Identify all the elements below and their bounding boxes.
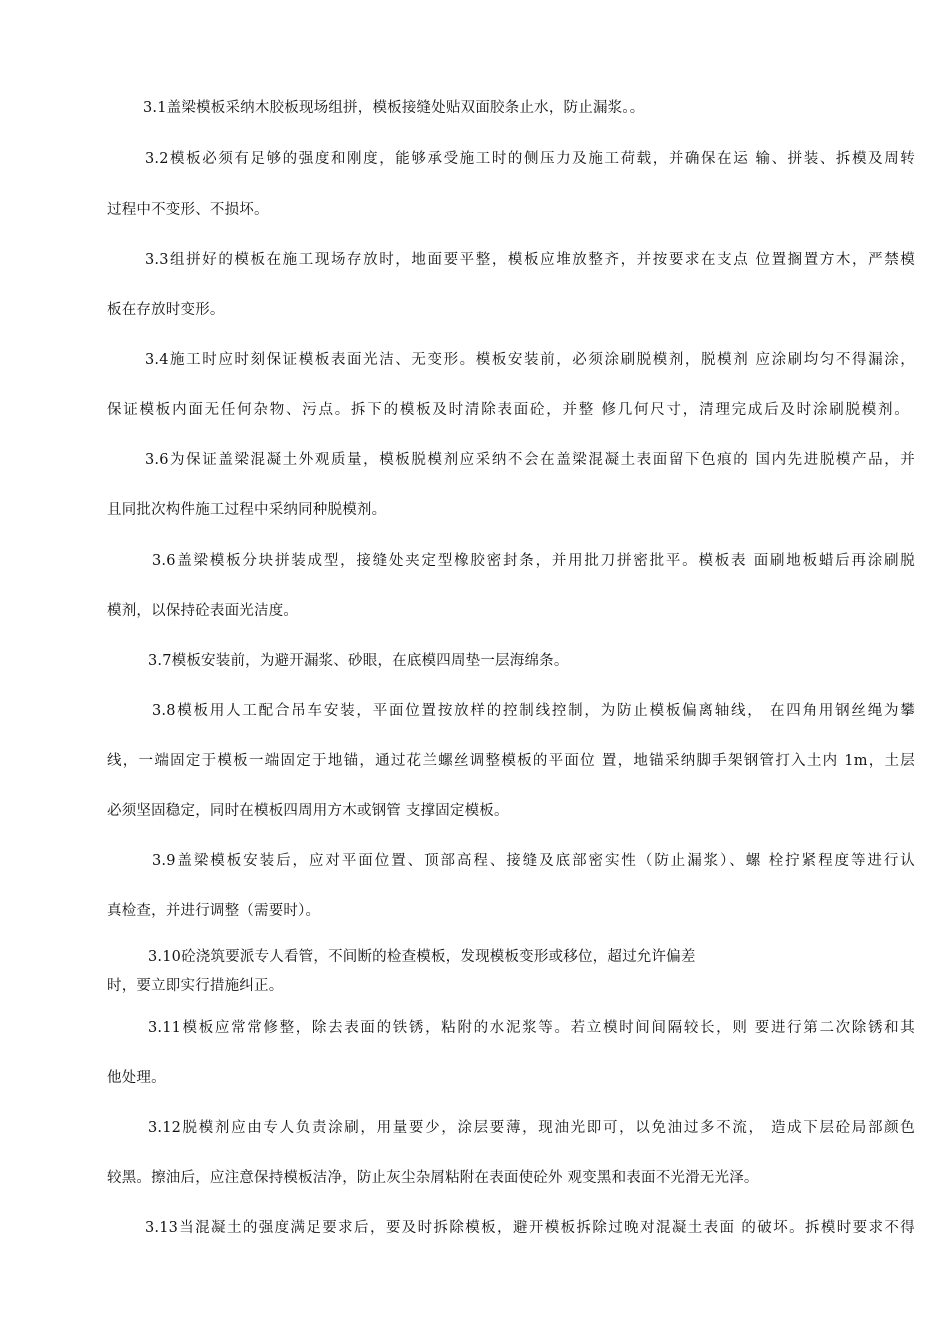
para-3-2-line-2: 过程中不变形、不损坏。 xyxy=(107,202,269,218)
para-3-8-line-2: 线，一端固定于模板一端固定于地锚，通过花兰螺丝调整模板的平面位 置，地锚采纳脚手架钢管打入土内 1m，土层 xyxy=(107,753,915,769)
para-3-10-line-2: 时，要立即实行措施纠正。 xyxy=(107,978,284,994)
para-3-8-line-1: 3.8模板用人工配合吊车安装，平面位置按放样的控制线控制，为防止模板偏离轴线， 在四角用钢丝绳为攀 xyxy=(152,703,915,719)
para-3-11-line-2: 他处理。 xyxy=(107,1070,166,1086)
para-3-6b-line-2: 模剂，以保持砼表面光洁度。 xyxy=(107,603,299,619)
para-3-8-line-3: 必须坚固稳定，同时在模板四周用方木或钢管 支撑固定模板。 xyxy=(107,803,509,819)
para-3-12-line-2: 较黑。擦油后，应注意保持模板洁净，防止灰尘杂屑粘附在表面使砼外 观变黑和表面不光滑无光泽。 xyxy=(107,1170,759,1186)
para-3-3-line-2: 板在存放时变形。 xyxy=(107,302,225,318)
para-3-1-line-1: 3.1盖梁模板采纳木胶板现场组拼，模板接缝处贴双面胶条止水，防止漏浆。。 xyxy=(143,100,645,116)
para-3-2-line-1: 3.2模板必须有足够的强度和刚度，能够承受施工时的侧压力及施工荷载，并确保在运 输、拼装、拆模及周转 xyxy=(145,151,915,167)
para-3-13-line-1: 3.13当混凝土的强度满足要求后，要及时拆除模板，避开模板拆除过晚对混凝土表面 的破坏。拆模时要求不得 xyxy=(145,1220,915,1236)
para-3-10-line-1: 3.10砼浇筑要派专人看管，不间断的检查模板，发现模板变形或移位，超过允许偏差 xyxy=(148,949,696,965)
para-3-6a-line-1: 3.6为保证盖梁混凝土外观质量，模板脱模剂应采纳不会在盖梁混凝土表面留下色痕的 国内先进脱模产品，并 xyxy=(145,452,915,468)
para-3-3-line-1: 3.3组拼好的模板在施工现场存放时，地面要平整，模板应堆放整齐，并按要求在支点 位置搁置方木，严禁模 xyxy=(145,252,915,268)
para-3-9-line-1: 3.9盖梁模板安装后，应对平面位置、顶部高程、接缝及底部密实性（防止漏浆）、螺 栓拧紧程度等进行认 xyxy=(152,853,915,869)
para-3-4-line-1: 3.4施工时应时刻保证模板表面光洁、无变形。模板安装前，必须涂刷脱模剂，脱模剂 应涂刷均匀不得漏涂， xyxy=(145,352,915,368)
para-3-4-line-2: 保证模板内面无任何杂物、污点。拆下的模板及时清除表面砼，并整 修几何尺寸，清理完成后及时涂刷脱模剂。 xyxy=(107,402,909,418)
para-3-7-line-1: 3.7模板安装前，为避开漏浆、砂眼，在底模四周垫一层海绵条。 xyxy=(148,653,569,669)
para-3-9-line-2: 真检查，并进行调整（需要时）。 xyxy=(107,903,321,919)
para-3-6a-line-2: 且同批次构件施工过程中采纳同种脱模剂。 xyxy=(107,502,387,518)
para-3-6b-line-1: 3.6盖梁模板分块拼装成型，接缝处夹定型橡胶密封条，并用批刀拼密批平。模板表 面刷地板蜡后再涂刷脱 xyxy=(152,553,915,569)
para-3-11-line-1: 3.11模板应常常修整，除去表面的铁锈，粘附的水泥浆等。若立模时间间隔较长，则 要进行第二次除锈和其 xyxy=(148,1020,915,1036)
para-3-12-line-1: 3.12脱模剂应由专人负责涂刷，用量要少，涂层要薄，现油光即可，以免油过多不流， 造成下层砼局部颜色 xyxy=(148,1120,915,1136)
